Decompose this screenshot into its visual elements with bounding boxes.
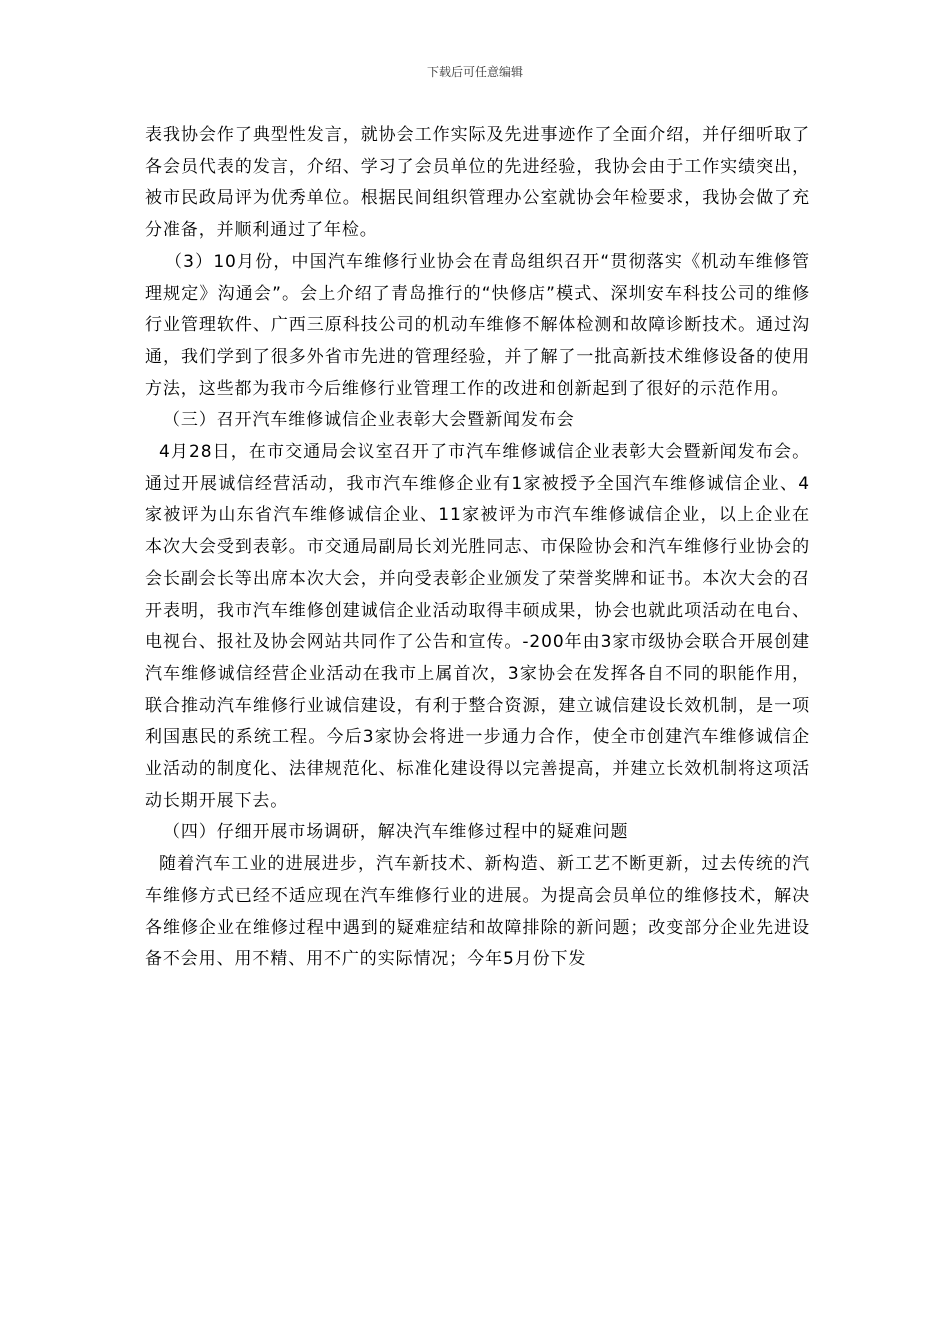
document-body [145, 120, 810, 976]
paragraph-market-research: 随着汽车工业的进展进步，汽车新技术、新构造、新工艺不断更新，过去传统的汽车维修方式已经不适应现在汽车维修行业的进展。为提高会员单位的维修技术，解决各维修企业在维修过程中遇到的疑难症结和故障排除的新问题；改变部分企业先进设备不会用、用不精、用不广的实际情况；今年5月份下发 [145, 854, 810, 970]
paragraph-item-3: （3）10月份，中国汽车维修行业协会在青岛组织召开“贯彻落实《机动车维修管理规定》沟通会”。会上介绍了青岛推行的“快修店”模式、深圳安车科技公司的维修行业管理软件、广西三原科技公司的机动车维修不解体检测和故障诊断技术。通过沟通，我们学到了很多外省市先进的管理经验，并了解了一批高新技术维修设备的使用方法，这些都为我市今后维修行业管理工作的改进和创新起到了很好的示范作用。 [145, 251, 810, 399]
paragraph-continuation: 表我协会作了典型性发言，就协会工作实际及先进事迹作了全面介绍，并仔细听取了各会员代表的发言，介绍、学习了会员单位的先进经验，我协会由于工作实绩突出，被市民政局评为优秀单位。根据民间组织管理办公室就协会年检要求，我协会做了充分准备，并顺利通过了年检。 [145, 125, 810, 241]
section-heading-4: （四）仔细开展市场调研，解决汽车维修过程中的疑难问题 [163, 822, 629, 843]
paragraph-commendation-meeting: 4月28日，在市交通局会议室召开了市汽车维修诚信企业表彰大会暨新闻发布会。通过开展诚信经营活动，我市汽车维修企业有1家被授予全国汽车维修诚信企业、4家被评为山东省汽车维修诚信企业、11家被评为市汽车维修诚信企业，以上企业在本次大会受到表彰。市交通局副局长刘光胜同志、市保险协会和汽车维修行业协会的会长副会长等出席本次大会，并向受表彰企业颁发了荣誉奖牌和证书。本次大会的召开表明，我市汽车维修创建诚信企业活动取得丰硕成果，协会也就此项活动在电台、电视台、报社及协会网站共同作了公告和宣传。-200年由3家市级协会联合开展创建汽车维修诚信经营企业活动在我市上属首次，3家协会在发挥各自不同的职能作用，联合推动汽车维修行业诚信建设，有利于整合资源，建立诚信建设长效机制，是一项利国惠民的系统工程。今后3家协会将进一步通力合作，使全市创建汽车维修诚信企业活动的制度化、法律规范化、标准化建设得以完善提高，并建立长效机制将这项活动长期开展下去。 [145, 442, 810, 811]
page-header: 下载后可任意编辑 [426, 65, 523, 79]
section-heading-3: （三）召开汽车维修诚信企业表彰大会暨新闻发布会 [163, 410, 575, 431]
